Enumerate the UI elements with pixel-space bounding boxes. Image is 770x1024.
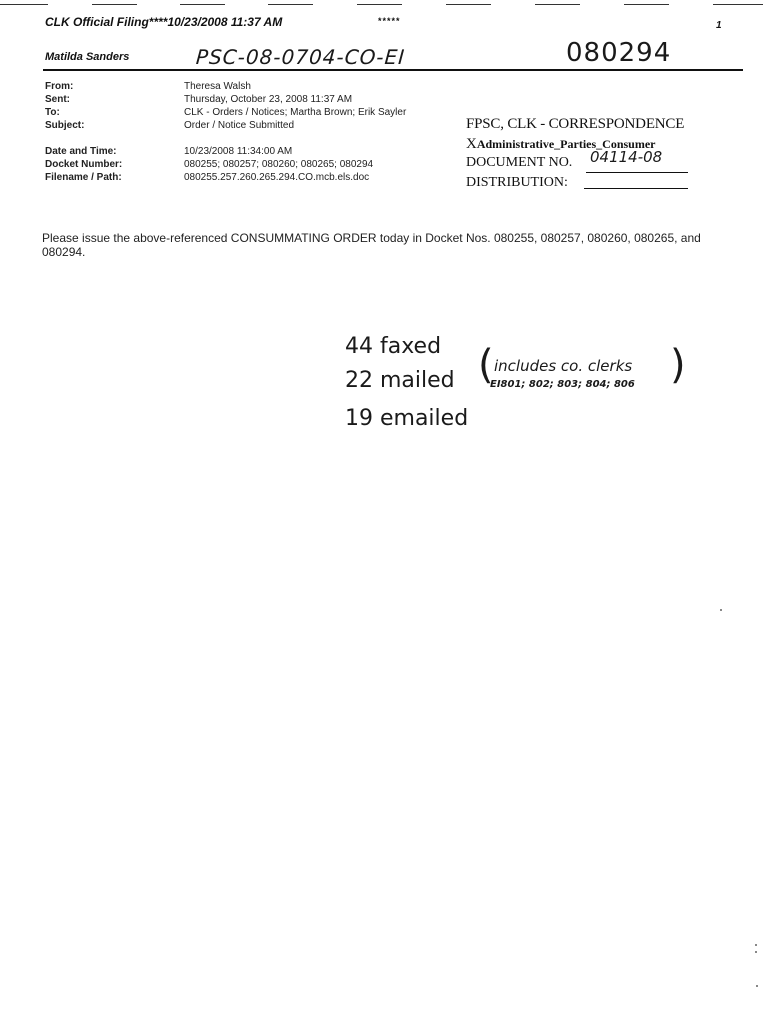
handwritten-faxed: 44 faxed	[345, 334, 442, 359]
field-label-docket: Docket Number:	[45, 159, 123, 170]
handwritten-docket-ref: PSC-08-0704-CO-EI	[195, 45, 407, 69]
stamp-docno-label: DOCUMENT NO.	[466, 155, 573, 170]
top-rule	[268, 4, 313, 5]
field-value-date: 10/23/2008 11:34:00 AM	[184, 146, 293, 157]
field-label-filename: Filename / Path:	[45, 172, 122, 183]
field-label-from: From:	[45, 81, 74, 92]
field-value-subject: Order / Notice Submitted	[184, 120, 295, 131]
field-label-sent: Sent:	[45, 94, 70, 105]
check-mark: X	[466, 136, 477, 152]
handwritten-includes: includes co. clerks	[494, 357, 633, 375]
field-value-docket: 080255; 080257; 080260; 080265; 080294	[184, 159, 374, 170]
distribution-fill-line	[584, 188, 688, 189]
right-paren: )	[670, 342, 686, 388]
filing-header: CLK Official Filing****10/23/2008 11:37 AM	[45, 15, 283, 29]
left-paren: (	[478, 342, 494, 388]
field-value-from: Theresa Walsh	[184, 81, 251, 92]
header-stars: *****	[378, 16, 401, 26]
handwritten-mailed: 22 mailed	[345, 368, 455, 393]
field-value-sent: Thursday, October 23, 2008 11:37 AM	[184, 94, 353, 105]
header-divider	[43, 69, 743, 71]
sender-name: Matilda Sanders	[45, 51, 130, 63]
scan-speck	[756, 985, 758, 987]
stamp-category-list: Administrative_Parties_Consumer	[476, 137, 656, 151]
top-rule	[357, 4, 402, 5]
field-label-date: Date and Time:	[45, 146, 117, 157]
top-rule	[624, 4, 669, 5]
stamp-distribution-label: DISTRIBUTION:	[466, 175, 568, 190]
top-rule	[713, 4, 763, 5]
handwritten-codes: EI801; 802; 803; 804; 806	[490, 379, 635, 390]
top-rule	[0, 4, 48, 5]
field-label-subject: Subject:	[45, 120, 85, 131]
top-rule	[92, 4, 137, 5]
page-number: 1	[716, 20, 722, 31]
top-rule	[446, 4, 491, 5]
handwritten-emailed: 19 emailed	[345, 406, 469, 431]
top-rule	[180, 4, 225, 5]
field-label-to: To:	[45, 107, 60, 118]
stamp-title: FPSC, CLK - CORRESPONDENCE	[466, 116, 685, 132]
handwritten-docket-number: 080294	[566, 38, 672, 68]
handwritten-document-number: 04114-08	[590, 148, 663, 166]
field-value-to: CLK - Orders / Notices; Martha Brown; Erik Sayler	[184, 107, 407, 118]
scan-speck	[720, 609, 722, 611]
scan-speck	[755, 944, 757, 946]
field-value-filename: 080255.257.260.265.294.CO.mcb.els.doc	[184, 172, 370, 183]
scan-speck	[755, 951, 757, 953]
email-body: Please issue the above-referenced CONSUMMATING ORDER today in Docket Nos. 080255, 080257, 080260, 080265, and 080294.	[42, 231, 701, 259]
top-rule	[535, 4, 580, 5]
docno-fill-line	[586, 172, 688, 173]
